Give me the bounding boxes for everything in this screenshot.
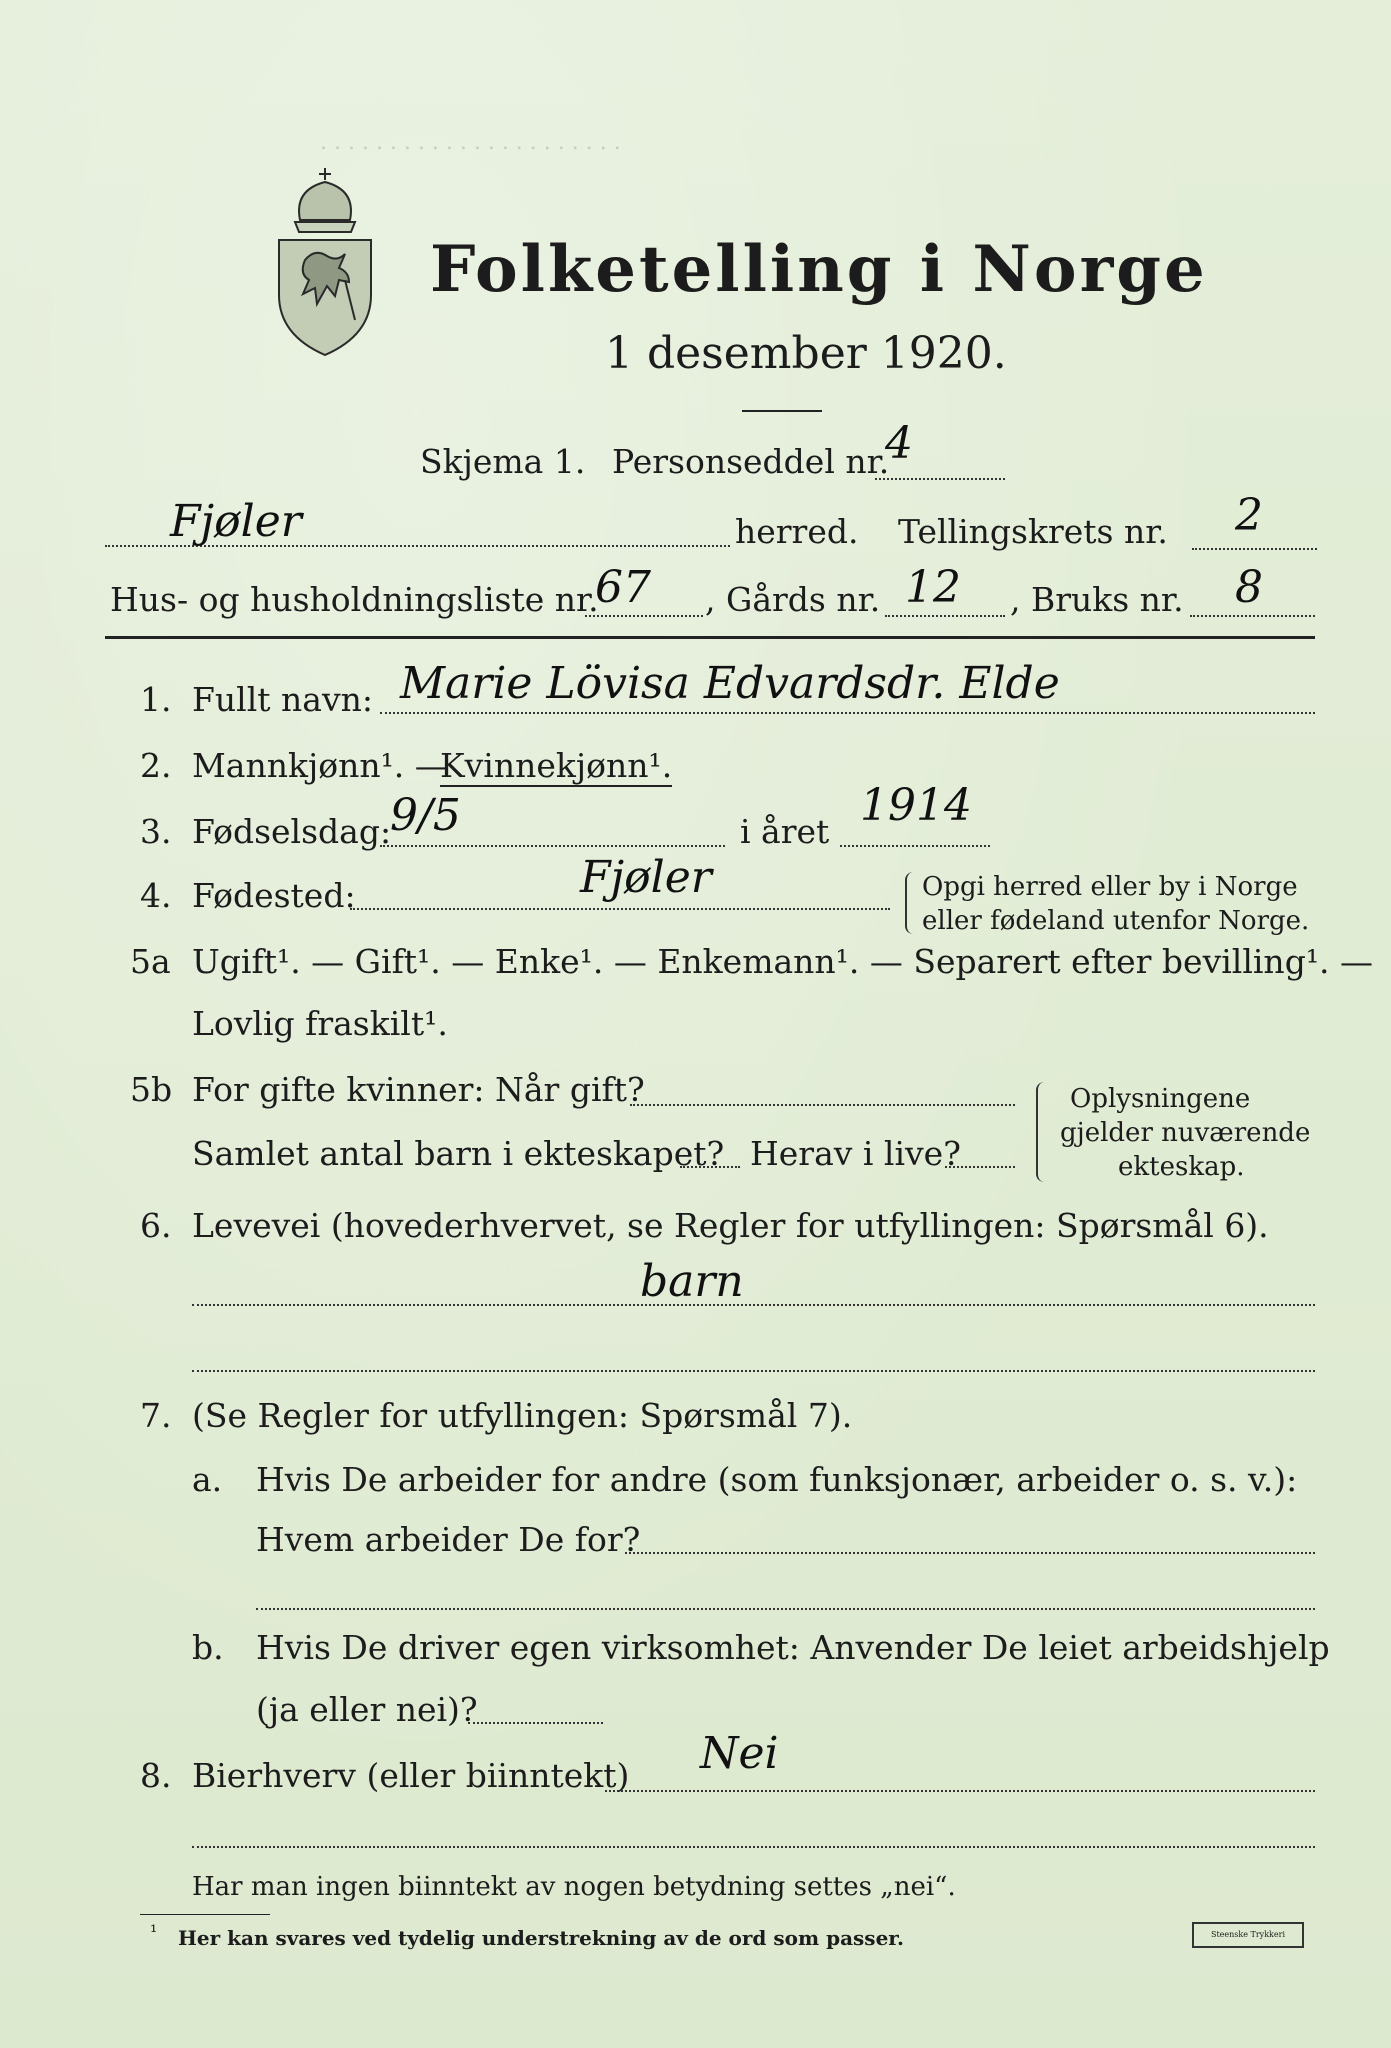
q2-text-a: Mannkjønn¹. —	[192, 746, 448, 785]
q5a-number: 5a	[130, 942, 171, 981]
hus-line	[585, 615, 703, 617]
printer-stamp: Steenske Trykkeri	[1192, 1922, 1304, 1948]
title-divider	[742, 410, 822, 412]
q5b-line2b: Herav i live?	[750, 1134, 961, 1173]
q3-year-line	[840, 845, 990, 847]
q4-note-line1: Opgi herred eller by i Norge	[922, 872, 1298, 902]
q5b-children-line	[680, 1166, 740, 1168]
krets-value: 2	[1235, 490, 1263, 541]
krets-line	[1192, 548, 1317, 550]
q4-birthplace-value: Fjøler	[580, 852, 712, 903]
header-rule	[105, 636, 1315, 639]
bleed-through: . . . . . . . . . . . . . . . . . . . . . .	[320, 130, 621, 155]
q5a-line1: Ugift¹. — Gift¹. — Enke¹. — Enkemann¹. — Separert efter bevilling¹. —	[192, 942, 1374, 981]
bruks-line	[1190, 615, 1315, 617]
q2-number: 2.	[140, 746, 172, 785]
q6-number: 6.	[140, 1206, 172, 1245]
q8-line2	[192, 1846, 1315, 1848]
gards-line	[885, 615, 1005, 617]
hus-label: Hus- og husholdningsliste nr.	[110, 580, 599, 619]
q3-year-value: 1914	[860, 780, 972, 831]
schema-label: Skjema 1.	[420, 442, 586, 481]
form-title: Folketelling i Norge	[430, 232, 1208, 307]
q7-number: 7.	[140, 1396, 172, 1435]
q7a-line2	[256, 1608, 1315, 1610]
q5b-note1: Oplysningene	[1070, 1084, 1251, 1114]
bruks-label: , Bruks nr.	[1010, 580, 1184, 619]
q7a-question: Hvem arbeider De for?	[256, 1520, 641, 1559]
footnote-mark: ¹	[150, 1922, 158, 1943]
q1-number: 1.	[140, 680, 172, 719]
person-label: Personseddel nr.	[612, 442, 890, 481]
q7b-question: (ja eller nei)?	[256, 1690, 478, 1729]
q2-text-b-underlined: Kvinnekjønn¹.	[440, 746, 673, 785]
q6-occupation-value: barn	[640, 1256, 744, 1307]
q4-note-line2: eller fødeland utenfor Norge.	[922, 906, 1310, 936]
coat-of-arms-emblem	[265, 160, 385, 360]
krets-label: Tellingskrets nr.	[898, 512, 1168, 551]
q7b-label: b.	[192, 1628, 224, 1667]
q7b-line	[468, 1722, 603, 1724]
q8-number: 8.	[140, 1756, 172, 1795]
q3-birthday-value: 9/5	[390, 790, 461, 841]
no-income-note: Har man ingen biinntekt av nogen betydning settes „nei“.	[192, 1872, 956, 1902]
q3-label: Fødselsdag:	[192, 812, 392, 851]
q6-text: Levevei (hovederhvervet, se Regler for utfyllingen: Spørsmål 6).	[192, 1206, 1269, 1245]
form-date: 1 desember 1920.	[605, 328, 1007, 379]
q8-side-income-value: Nei	[700, 1728, 779, 1779]
q4-brace	[905, 872, 921, 934]
q7a-label: a.	[192, 1460, 223, 1499]
q1-line	[380, 712, 1315, 714]
gards-label: , Gårds nr.	[705, 580, 881, 619]
q4-line	[350, 908, 890, 910]
q3-number: 3.	[140, 812, 172, 851]
q6-line2	[192, 1370, 1315, 1372]
q7a-text: Hvis De arbeider for andre (som funksjonær, arbeider o. s. v.):	[256, 1460, 1298, 1499]
q4-label: Fødested:	[192, 876, 356, 915]
footnote-text: Her kan svares ved tydelig understrekning av de ord som passer.	[178, 1926, 904, 1950]
q5b-note2: gjelder nuværende	[1060, 1118, 1311, 1148]
q5a-line2: Lovlig fraskilt¹.	[192, 1004, 448, 1043]
q1-full-name-value: Marie Lövisa Edvardsdr. Elde	[400, 658, 1060, 709]
footnote-rule	[140, 1914, 270, 1915]
q7b-text: Hvis De driver egen virksomhet: Anvender De leiet arbeidshjelp	[256, 1628, 1330, 1667]
q7a-line1	[625, 1552, 1315, 1554]
herred-label: herred.	[735, 512, 859, 551]
q5b-brace	[1036, 1082, 1052, 1182]
q5b-line2a: Samlet antal barn i ekteskapet?	[192, 1134, 725, 1173]
gards-value: 12	[905, 562, 961, 613]
q5b-number: 5b	[130, 1070, 173, 1109]
q6-line1	[192, 1304, 1315, 1306]
q5b-line1: For gifte kvinner: Når gift?	[192, 1070, 645, 1109]
herred-value: Fjøler	[170, 496, 302, 547]
q8-line1	[605, 1790, 1315, 1792]
q8-label: Bierhverv (eller biinntekt)	[192, 1756, 630, 1795]
q1-label: Fullt navn:	[192, 680, 373, 719]
q4-number: 4.	[140, 876, 172, 915]
q5b-alive-line	[945, 1166, 1015, 1168]
q3-line	[380, 845, 725, 847]
person-number-value: 4	[885, 418, 913, 469]
person-number-line	[875, 478, 1005, 480]
q5b-note3: ekteskap.	[1118, 1152, 1245, 1182]
hus-value: 67	[595, 562, 651, 613]
q5b-married-line	[630, 1104, 1015, 1106]
q3-year-label: i året	[740, 812, 830, 851]
q7-text: (Se Regler for utfyllingen: Spørsmål 7).	[192, 1396, 853, 1435]
bruks-value: 8	[1235, 562, 1263, 613]
